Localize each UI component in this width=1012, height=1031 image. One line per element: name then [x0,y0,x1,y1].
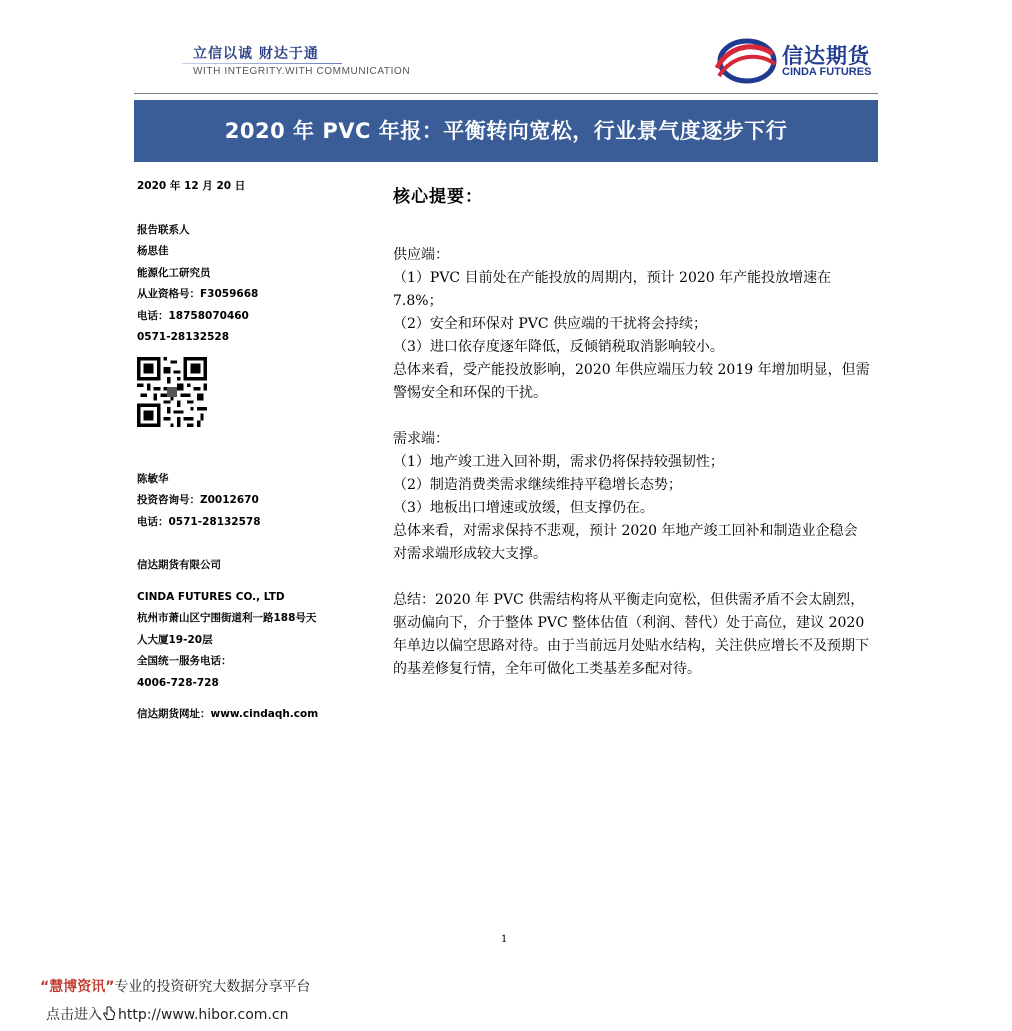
analyst1-name: 杨思佳 [137,245,169,257]
company-address: 杭州市萧山区宁围街道利一路188号天 [137,612,317,624]
report-header [0,0,1012,92]
hotline-number: 4006-728-728 [137,676,219,689]
analyst2-phone: 电话：0571-28132578 [137,515,261,528]
demand-point-3: （3）地板出口增速或放缓，但支撑仍在。 [393,500,654,516]
footer-brand: “慧博资讯” [40,979,115,995]
demand-label: 需求端： [393,431,449,447]
slogan-divider [182,63,342,64]
sidebar-contacts [137,176,377,726]
supply-summary: 总体来看，受产能投放影响，2020 年供应端压力较 2019 年增加明显，但需警惕安全和环保的干扰。 [393,362,870,401]
analyst2-license: 投资咨询号：Z0012670 [137,494,259,506]
qr-code-icon [137,357,207,427]
supply-point-1: （1）PVC 目前处在产能投放的周期内，预计 2020 年产能投放增速在 7.8%； [393,270,832,309]
supply-label: 供应端： [393,247,449,263]
supply-point-2: （2）安全和环保对 PVC 供应端的干扰将会持续； [393,316,708,332]
footer-enter-label: 点击进入 [46,1007,102,1023]
analyst1-role: 能源化工研究员 [137,266,211,279]
company-website[interactable]: 信达期货网址：www.cindaqh.com [137,708,319,720]
demand-point-1: （1）地产竣工进入回补期，需求仍将保持较强韧性； [393,454,724,470]
cinda-logo-icon [713,38,777,84]
hand-pointer-icon [102,1006,116,1022]
footer-link[interactable] [46,1004,288,1024]
company-address-cont: 人大厦19-20层 [137,633,213,646]
hotline-label: 全国统一服务电话： [137,655,232,667]
footer-tagline-text: 专业的投资研究大数据分享平台 [114,979,311,995]
analyst2-name: 陈敏华 [137,472,169,485]
slogan-english: WITH INTEGRITY.WITH COMMUNICATION [193,66,411,77]
analyst1-phone: 电话：18758070460 [137,309,249,322]
core-summary [393,186,871,681]
analyst1-phone2: 0571-28132528 [137,331,230,343]
supply-point-3: （3）进口依存度逐年降低，反倾销税取消影响较小。 [393,339,724,355]
analyst1-license: 从业资格号：F3059668 [137,288,259,300]
footer-tagline [40,976,310,996]
company-name-english: CINDA FUTURES CO., LTD [137,590,285,603]
company-name-chinese: 信达期货有限公司 [137,559,221,571]
slogan-chinese: 立信以诚 财达于通 [193,46,319,62]
conclusion: 总结：2020 年 PVC 供需结构将从平衡走向宽松，但供需矛盾不会太剧烈，驱动偏向下，介于整体 PVC 整体估值（利润、替代）处于高位，建议 2020 年单边以偏空思路对待。由于当前远月处贴水结构，关注供应增长不及预期下的基差修复行情，全年可做化工类基差多配对待。 [393,592,869,677]
footer-url[interactable]: http://www.hibor.com.cn [118,1007,289,1023]
logo-name-english: CINDA FUTURES [782,66,872,78]
demand-summary: 总体来看，对需求保持不悲观，预计 2020 年地产竣工回补和制造业企稳会对需求端形成较大支撑。 [393,523,858,562]
header-rule [134,93,878,94]
report-date: 2020 年 12 月 20 日 [137,180,246,192]
demand-point-2: （2）制造消费类需求继续维持平稳增长态势； [393,477,682,493]
title-banner [134,100,878,162]
logo-name-chinese: 信达期货 [782,44,870,68]
section-heading: 核心提要： [393,187,483,207]
contact-label: 报告联系人 [137,223,190,236]
report-title: 2020 年 PVC 年报：平衡转向宽松，行业景气度逐步下行 [224,119,788,143]
page-number: 1 [501,934,508,945]
